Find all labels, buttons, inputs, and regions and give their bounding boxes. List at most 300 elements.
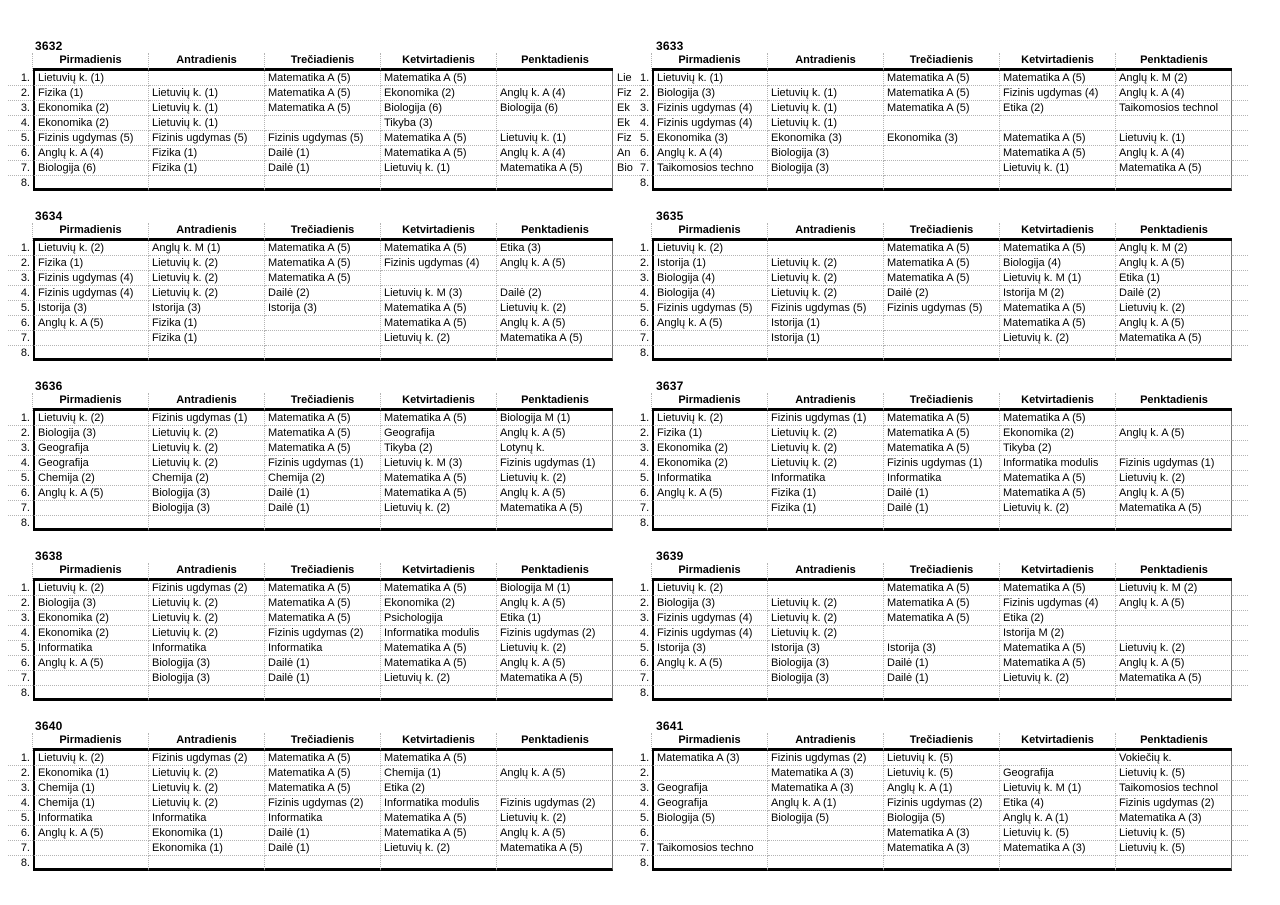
lesson-cell: Dailė (1) — [265, 501, 381, 516]
lesson-cell: Taikomosios technol — [1116, 101, 1232, 116]
lesson-cell: Ekonomika (2) — [381, 596, 497, 611]
lesson-cell — [1116, 626, 1232, 641]
lesson-cell: Ekonomika (2) — [652, 456, 768, 471]
lesson-cell: Matematika A (5) — [381, 471, 497, 486]
clipped-overflow-text — [1232, 86, 1248, 101]
lesson-cell: Matematika A (5) — [381, 71, 497, 86]
lesson-cell: Matematika A (5) — [884, 241, 1000, 256]
grid-overhang — [1232, 733, 1248, 751]
lesson-cell: Anglų k. A (5) — [1116, 486, 1232, 501]
timetable-3641 — [640, 720, 1248, 871]
lesson-cell: Lietuvių k. (2) — [149, 796, 265, 811]
lesson-cell: Fizinis ugdymas (1) — [884, 456, 1000, 471]
lesson-cell: Geografija — [1000, 766, 1116, 781]
lesson-cell: Fizinis ugdymas (5) — [768, 301, 884, 316]
lesson-cell — [33, 671, 149, 686]
lesson-cell: Fizinis ugdymas (2) — [1116, 796, 1232, 811]
timetable-3640 — [8, 720, 640, 871]
lesson-cell — [381, 856, 497, 871]
lesson-cell: Matematika A (5) — [265, 581, 381, 596]
lesson-cell: Geografija — [652, 781, 768, 796]
row-number: 8. — [20, 857, 30, 869]
timetable-grid — [8, 393, 640, 531]
lesson-cell: Lietuvių k. (2) — [768, 271, 884, 286]
row-number: 1. — [8, 71, 33, 86]
day-header: Pirmadienis — [33, 53, 149, 71]
row-number: 2. — [8, 596, 33, 611]
lesson-cell: Fizinis ugdymas (2) — [149, 581, 265, 596]
day-header: Trečiadienis — [884, 53, 1000, 71]
timetable-3639 — [640, 550, 1248, 701]
class-number: 3639 — [656, 549, 684, 563]
lesson-cell: Chemija (2) — [149, 471, 265, 486]
lesson-cell: Lietuvių k. (5) — [884, 766, 1000, 781]
day-header: Penktadienis — [1116, 53, 1232, 71]
lesson-cell — [265, 516, 381, 531]
lesson-cell: Lietuvių k. (2) — [497, 641, 613, 656]
day-header: Trečiadienis — [884, 733, 1000, 751]
clipped-overflow-text — [1232, 671, 1248, 686]
day-header: Pirmadienis — [33, 733, 149, 751]
row-number: 6. — [8, 656, 33, 671]
clipped-overflow-text — [1232, 176, 1248, 191]
clipped-overflow-text — [613, 641, 640, 656]
lesson-cell: Etika (2) — [1000, 611, 1116, 626]
row-number: 4. — [8, 286, 33, 301]
lesson-cell: Lietuvių k. (1) — [149, 101, 265, 116]
lesson-cell: Matematika A (5) — [884, 271, 1000, 286]
lesson-cell: Dailė (1) — [884, 501, 1000, 516]
lesson-cell: Taikomosios techno — [652, 841, 768, 856]
lesson-cell: Lietuvių k. (1) — [33, 71, 149, 86]
lesson-cell: Tikyba (2) — [381, 441, 497, 456]
lesson-cell — [497, 176, 613, 191]
lesson-cell: Matematika A (5) — [265, 411, 381, 426]
lesson-cell: Matematika A (3) — [652, 751, 768, 766]
row-number: 4. — [640, 796, 652, 811]
lesson-cell: Matematika A (5) — [1000, 486, 1116, 501]
lesson-cell: Matematika A (5) — [497, 161, 613, 176]
grid-overhang — [1232, 393, 1248, 411]
clipped-overflow-text — [1232, 501, 1248, 516]
lesson-cell: Fizika (1) — [768, 501, 884, 516]
lesson-cell: Lietuvių k. (2) — [149, 286, 265, 301]
lesson-cell — [1000, 751, 1116, 766]
lesson-cell: Matematika A (5) — [265, 241, 381, 256]
lesson-cell: Fizinis ugdymas (1) — [768, 411, 884, 426]
lesson-cell: Biologija (5) — [768, 811, 884, 826]
lesson-cell: Matematika A (5) — [381, 811, 497, 826]
lesson-cell — [149, 346, 265, 361]
row-number: 3. — [8, 781, 33, 796]
lesson-cell: Ekonomika (2) — [1000, 426, 1116, 441]
lesson-cell: Istorija (3) — [265, 301, 381, 316]
row-number: 4. — [8, 116, 33, 131]
clipped-overflow-text — [1232, 256, 1248, 271]
lesson-cell: Ekonomika (2) — [33, 101, 149, 116]
lesson-cell — [884, 176, 1000, 191]
lesson-cell — [1116, 411, 1232, 426]
lesson-cell — [1116, 441, 1232, 456]
lesson-cell — [652, 331, 768, 346]
row-number: 3. — [8, 271, 33, 286]
clipped-overflow-text: Ek — [613, 116, 640, 131]
lesson-cell: Chemija (2) — [33, 471, 149, 486]
lesson-cell — [768, 856, 884, 871]
lesson-cell: Matematika A (5) — [381, 316, 497, 331]
row-number: 3. — [640, 271, 652, 286]
lesson-cell — [1000, 516, 1116, 531]
lesson-cell: Matematika A (5) — [1116, 671, 1232, 686]
lesson-cell — [497, 751, 613, 766]
lesson-cell: Istorija (1) — [652, 256, 768, 271]
row-number-header — [640, 393, 652, 411]
lesson-cell — [652, 856, 768, 871]
lesson-cell: Biologija (3) — [768, 146, 884, 161]
row-number: 1. — [640, 71, 652, 86]
row-number: 2. — [640, 766, 652, 781]
lesson-cell: Matematika A (5) — [265, 766, 381, 781]
lesson-cell: Lietuvių k. M (2) — [1116, 581, 1232, 596]
lesson-cell — [768, 176, 884, 191]
class-number: 3636 — [35, 379, 63, 393]
grid-overhang — [613, 53, 640, 71]
row-number: 8. — [640, 687, 650, 699]
lesson-cell — [884, 516, 1000, 531]
lesson-cell: Biologija M (1) — [497, 411, 613, 426]
row-number: 7. — [640, 501, 652, 516]
day-header: Antradienis — [149, 563, 265, 581]
lesson-cell: Taikomosios technol — [1116, 781, 1232, 796]
lesson-cell: Lietuvių k. (2) — [381, 841, 497, 856]
lesson-cell: Fizinis ugdymas (2) — [497, 796, 613, 811]
lesson-cell: Fizinis ugdymas (4) — [652, 116, 768, 131]
row-number: 6. — [8, 146, 33, 161]
lesson-cell — [1116, 116, 1232, 131]
clipped-overflow-text — [1232, 426, 1248, 441]
lesson-cell: Chemija (1) — [381, 766, 497, 781]
lesson-cell: Matematika A (5) — [381, 656, 497, 671]
lesson-cell: Lietuvių k. (2) — [1000, 671, 1116, 686]
lesson-cell: Fizinis ugdymas (2) — [497, 626, 613, 641]
lesson-cell: Informatika — [265, 811, 381, 826]
lesson-cell: Fizinis ugdymas (4) — [33, 271, 149, 286]
lesson-cell — [652, 501, 768, 516]
lesson-cell: Informatika — [149, 811, 265, 826]
lesson-cell: Lietuvių k. (2) — [33, 581, 149, 596]
clipped-overflow-text — [613, 331, 640, 346]
lesson-cell — [497, 686, 613, 701]
lesson-cell: Istorija (3) — [33, 301, 149, 316]
lesson-cell: Lietuvių k. (5) — [1000, 826, 1116, 841]
lesson-cell — [149, 686, 265, 701]
lesson-cell: Informatika — [265, 641, 381, 656]
clipped-overflow-text — [1232, 596, 1248, 611]
lesson-cell: Biologija (4) — [1000, 256, 1116, 271]
day-header: Pirmadienis — [652, 733, 768, 751]
day-header: Antradienis — [149, 53, 265, 71]
lesson-cell: Anglų k. A (4) — [652, 146, 768, 161]
lesson-cell: Anglų k. A (5) — [652, 656, 768, 671]
lesson-cell: Anglų k. A (4) — [497, 86, 613, 101]
row-number: 4. — [640, 456, 652, 471]
day-header: Pirmadienis — [33, 223, 149, 241]
row-number: 8. — [640, 857, 650, 869]
lesson-cell: Informatika — [652, 471, 768, 486]
lesson-cell: Matematika A (5) — [1000, 641, 1116, 656]
clipped-overflow-text — [1232, 796, 1248, 811]
lesson-cell: Ekonomika (3) — [884, 131, 1000, 146]
lesson-cell: Dailė (1) — [265, 161, 381, 176]
row-number: 3. — [8, 611, 33, 626]
lesson-cell: Dailė (2) — [497, 286, 613, 301]
day-header: Ketvirtadienis — [381, 563, 497, 581]
row-number: 6. — [640, 826, 652, 841]
lesson-cell: Istorija (3) — [884, 641, 1000, 656]
lesson-cell: Matematika A (5) — [884, 411, 1000, 426]
lesson-cell: Anglų k. A (5) — [33, 316, 149, 331]
lesson-cell: Anglų k. A (5) — [497, 596, 613, 611]
class-number: 3637 — [656, 379, 684, 393]
lesson-cell: Fizinis ugdymas (4) — [381, 256, 497, 271]
lesson-cell — [381, 686, 497, 701]
lesson-cell: Informatika — [149, 641, 265, 656]
lesson-cell: Biologija (4) — [652, 286, 768, 301]
clipped-overflow-text — [613, 856, 640, 871]
day-header: Trečiadienis — [265, 563, 381, 581]
lesson-cell: Dailė (2) — [265, 286, 381, 301]
clipped-overflow-text — [613, 796, 640, 811]
timetable-grid — [640, 393, 1248, 531]
lesson-cell: Biologija (3) — [33, 596, 149, 611]
row-number: 8. — [640, 177, 650, 189]
lesson-cell — [884, 856, 1000, 871]
lesson-cell: Lietuvių k. (2) — [768, 456, 884, 471]
lesson-cell: Etika (4) — [1000, 796, 1116, 811]
day-header: Penktadienis — [497, 733, 613, 751]
clipped-overflow-text — [1232, 656, 1248, 671]
clipped-overflow-text — [613, 656, 640, 671]
lesson-cell: Anglų k. A (4) — [1116, 86, 1232, 101]
row-number: 7. — [640, 671, 652, 686]
lesson-cell — [33, 176, 149, 191]
clipped-overflow-text — [613, 826, 640, 841]
lesson-cell: Matematika A (5) — [265, 86, 381, 101]
lesson-cell: Fizika (1) — [149, 146, 265, 161]
lesson-cell — [884, 626, 1000, 641]
lesson-cell: Biologija (3) — [768, 671, 884, 686]
lesson-cell: Biologija (6) — [33, 161, 149, 176]
day-header: Pirmadienis — [652, 393, 768, 411]
lesson-cell: Dailė (1) — [265, 841, 381, 856]
lesson-cell: Lietuvių k. (1) — [768, 101, 884, 116]
lesson-cell: Matematika A (5) — [265, 256, 381, 271]
class-number: 3632 — [35, 39, 63, 53]
day-header: Pirmadienis — [652, 563, 768, 581]
lesson-cell — [497, 71, 613, 86]
lesson-cell: Lietuvių k. (2) — [497, 301, 613, 316]
day-header: Antradienis — [768, 223, 884, 241]
lesson-cell: Ekonomika (2) — [33, 116, 149, 131]
lesson-cell — [1000, 856, 1116, 871]
lesson-cell: Matematika A (5) — [265, 611, 381, 626]
lesson-cell: Lietuvių k. (5) — [1116, 766, 1232, 781]
lesson-cell — [884, 116, 1000, 131]
row-number: 2. — [640, 426, 652, 441]
row-number: 8. — [20, 687, 30, 699]
clipped-overflow-text — [1232, 71, 1248, 86]
row-number: 1. — [640, 241, 652, 256]
lesson-cell: Ekonomika (2) — [652, 441, 768, 456]
timetable-grid — [8, 223, 640, 361]
lesson-cell: Lietuvių k. (2) — [149, 766, 265, 781]
class-number: 3638 — [35, 549, 63, 563]
lesson-cell: Biologija (5) — [652, 811, 768, 826]
day-header: Trečiadienis — [265, 53, 381, 71]
lesson-cell: Dailė (1) — [265, 146, 381, 161]
lesson-cell — [265, 346, 381, 361]
row-number: 6. — [640, 316, 652, 331]
lesson-cell: Anglų k. A (5) — [1116, 316, 1232, 331]
lesson-cell: Matematika A (5) — [497, 501, 613, 516]
lesson-cell — [497, 516, 613, 531]
day-header: Penktadienis — [1116, 733, 1232, 751]
lesson-cell: Anglų k. A (5) — [652, 486, 768, 501]
clipped-overflow-text: Fiz — [613, 86, 640, 101]
row-number: 7. — [8, 671, 33, 686]
lesson-cell: Informatika modulis — [381, 626, 497, 641]
lesson-cell — [652, 766, 768, 781]
lesson-cell: Matematika A (5) — [884, 426, 1000, 441]
lesson-cell: Matematika A (3) — [1116, 811, 1232, 826]
day-header: Antradienis — [149, 223, 265, 241]
lesson-cell: Matematika A (5) — [1116, 331, 1232, 346]
lesson-cell — [149, 516, 265, 531]
day-header: Pirmadienis — [33, 563, 149, 581]
lesson-cell — [1116, 516, 1232, 531]
timetable-3638 — [8, 550, 640, 701]
lesson-cell: Lietuvių k. (2) — [33, 241, 149, 256]
lesson-cell — [149, 176, 265, 191]
day-header: Antradienis — [768, 393, 884, 411]
lesson-cell: Tikyba (3) — [381, 116, 497, 131]
lesson-cell — [265, 856, 381, 871]
lesson-cell: Lietuvių k. M (3) — [381, 286, 497, 301]
lesson-cell: Fizinis ugdymas (2) — [768, 751, 884, 766]
lesson-cell: Matematika A (5) — [1000, 241, 1116, 256]
lesson-cell: Matematika A (3) — [768, 781, 884, 796]
clipped-overflow-text — [613, 626, 640, 641]
lesson-cell: Matematika A (5) — [381, 581, 497, 596]
lesson-cell — [33, 346, 149, 361]
lesson-cell: Matematika A (5) — [884, 101, 1000, 116]
lesson-cell: Lietuvių k. (2) — [1116, 301, 1232, 316]
day-header: Pirmadienis — [652, 53, 768, 71]
row-number: 5. — [640, 811, 652, 826]
row-number: 1. — [8, 241, 33, 256]
lesson-cell: Matematika A (5) — [381, 146, 497, 161]
clipped-overflow-text — [1232, 411, 1248, 426]
timetable-3632 — [8, 40, 640, 191]
day-header: Ketvirtadienis — [1000, 563, 1116, 581]
row-number: 7. — [640, 161, 652, 176]
lesson-cell: Anglų k. A (5) — [1116, 256, 1232, 271]
row-number: 1. — [640, 751, 652, 766]
lesson-cell: Informatika modulis — [381, 796, 497, 811]
lesson-cell: Matematika A (3) — [1000, 841, 1116, 856]
clipped-overflow-text — [613, 411, 640, 426]
lesson-cell: Biologija (3) — [652, 86, 768, 101]
lesson-cell: Fizinis ugdymas (4) — [652, 101, 768, 116]
lesson-cell: Anglų k. A (4) — [33, 146, 149, 161]
row-number: 8. — [640, 347, 650, 359]
row-number-header — [8, 563, 33, 581]
lesson-cell: Istorija M (2) — [1000, 626, 1116, 641]
row-number: 2. — [640, 86, 652, 101]
lesson-cell: Matematika A (5) — [381, 826, 497, 841]
grid-overhang — [613, 393, 640, 411]
lesson-cell: Lietuvių k. (2) — [768, 596, 884, 611]
lesson-cell: Matematika A (5) — [381, 486, 497, 501]
row-number: 6. — [640, 486, 652, 501]
lesson-cell: Biologija (3) — [33, 426, 149, 441]
day-header: Antradienis — [768, 53, 884, 71]
clipped-overflow-text: Bio — [613, 161, 640, 176]
lesson-cell: Biologija (3) — [768, 656, 884, 671]
row-number: 6. — [8, 316, 33, 331]
clipped-overflow-text — [613, 256, 640, 271]
lesson-cell: Fizika (1) — [33, 86, 149, 101]
row-number: 3. — [640, 781, 652, 796]
class-number: 3640 — [35, 719, 63, 733]
lesson-cell: Anglų k. A (5) — [497, 826, 613, 841]
lesson-cell — [768, 71, 884, 86]
row-number: 5. — [8, 641, 33, 656]
clipped-overflow-text — [1232, 101, 1248, 116]
lesson-cell: Biologija (6) — [381, 101, 497, 116]
lesson-cell: Lietuvių k. (2) — [652, 581, 768, 596]
clipped-overflow-text — [1232, 131, 1248, 146]
day-header: Ketvirtadienis — [381, 53, 497, 71]
clipped-overflow-text — [613, 426, 640, 441]
lesson-cell — [265, 116, 381, 131]
lesson-cell — [768, 241, 884, 256]
lesson-cell: Matematika A (5) — [265, 441, 381, 456]
grid-overhang — [1232, 563, 1248, 581]
lesson-cell — [265, 176, 381, 191]
row-number: 2. — [640, 596, 652, 611]
row-number-header — [640, 563, 652, 581]
lesson-cell: Anglų k. A (5) — [497, 766, 613, 781]
lesson-cell: Anglų k. A (1) — [1000, 811, 1116, 826]
row-number: 3. — [8, 441, 33, 456]
lesson-cell: Biologija (3) — [149, 671, 265, 686]
row-number: 2. — [8, 256, 33, 271]
lesson-cell — [381, 516, 497, 531]
lesson-cell: Matematika A (5) — [1000, 301, 1116, 316]
lesson-cell: Istorija (3) — [149, 301, 265, 316]
row-number: 5. — [8, 301, 33, 316]
lesson-cell: Matematika A (5) — [265, 596, 381, 611]
day-header: Antradienis — [768, 563, 884, 581]
day-header: Trečiadienis — [265, 733, 381, 751]
row-number: 2. — [640, 256, 652, 271]
lesson-cell — [33, 856, 149, 871]
lesson-cell: Fizinis ugdymas (5) — [652, 301, 768, 316]
lesson-cell — [652, 671, 768, 686]
lesson-cell: Matematika A (5) — [265, 271, 381, 286]
row-number: 4. — [8, 796, 33, 811]
